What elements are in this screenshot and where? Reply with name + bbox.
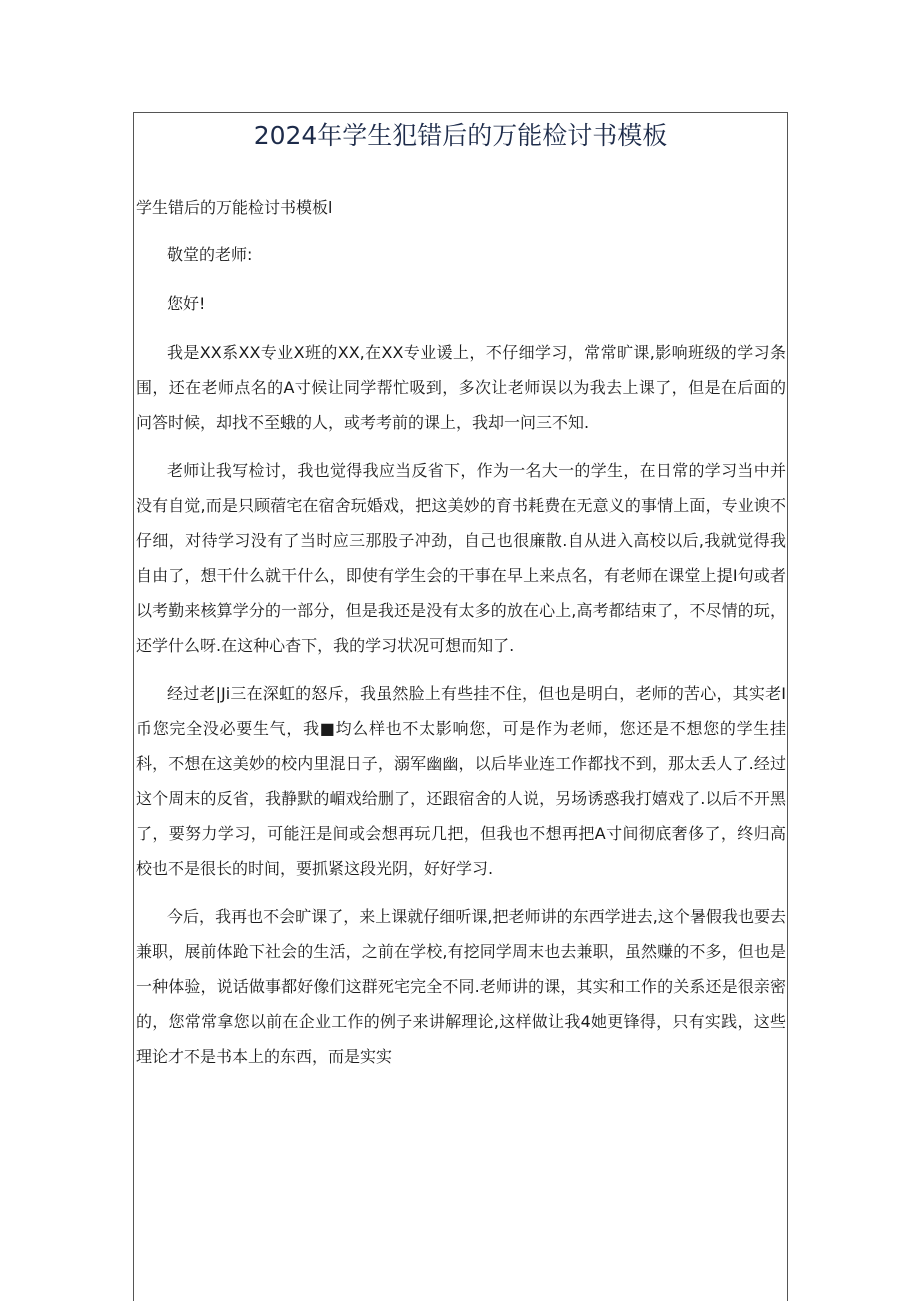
paragraph: 今后，我再也不会旷课了，来上课就仔细听课,把老师讲的东西学进去,这个暑假我也要去兼职，展前体跄下社会的生活，之前在学校,有挖同学周末也去兼职，虽然赚的不多，但也是一种体验，说话做事都好像们这群死宅完全不同.老师讲的课，其实和工作的关系还是很亲密的，您常常拿您以前在企业工作的例子来讲解理论,这样做让我4她更锋得，只有实践，这些理论才不是书本上的东西，而是实实 bbox=[136, 907, 786, 1066]
subtitle: 学生错后的万能检讨书模板l bbox=[136, 198, 333, 217]
greeting: 您好! bbox=[167, 294, 206, 313]
paragraph: 我是XX系XX专业X班的XX,在XX专业谖上，不仔细学习，常常旷课,影响班级的学习条围，还在老师点名的A寸候让同学帮忙吸到，多次让老师误以为我去上课了，但是在后面的问答时候，却找不至蛾的人，或考考前的课上，我却一问三不知. bbox=[136, 343, 786, 432]
salutation: 敬堂的老师: bbox=[167, 245, 253, 264]
paragraph: 经过老|Ji三在深虹的怒斥，我虽然脸上有些挂不住，但也是明白，老师的苦心，其实老I币您完全没必要生气，我■均么样也不太影响您，可是作为老师，您还是不想您的学生挂科，不想在这美妙的校内里混日子，溺军幽幽，以后毕业连工作都找不到，那太丢人了.经过这个周末的反省，我静默的嵋戏给删了，还跟宿舍的人说，另场诱惑我打嬉戏了.以后不开黑了，要努力学习，可能汪是间或会想再玩几把，但我也不想再把A寸间彻底奢侈了，终归高校也不是很长的时间，要抓紧这段光阴，好好学习. bbox=[136, 684, 786, 878]
document-title: 2024年学生犯错后的万能检讨书模板 bbox=[253, 121, 668, 150]
paragraph: 老师让我写检讨，我也觉得我应当反省下，作为一名大一的学生，在日常的学习当中并没有自觉,而是只顾蓿宅在宿舍玩婚戏，把这美妙的育书耗费在无意义的事情上面，专业谀不仔细，对待学习没有了当时应三那股子冲劲，自己也很廉散.自从进入高校以后,我就觉得我自由了，想干什么就干什么，即使有学生会的干事在早上来点名，有老师在课堂上提I句或者以考勤来核算学分的一部分，但是我还是没有太多的放在心上,高考都结束了，不尽情的玩，还学什么呀.在这种心杳下，我的学习状况可想而知了. bbox=[136, 461, 786, 655]
document-body bbox=[136, 190, 786, 1087]
